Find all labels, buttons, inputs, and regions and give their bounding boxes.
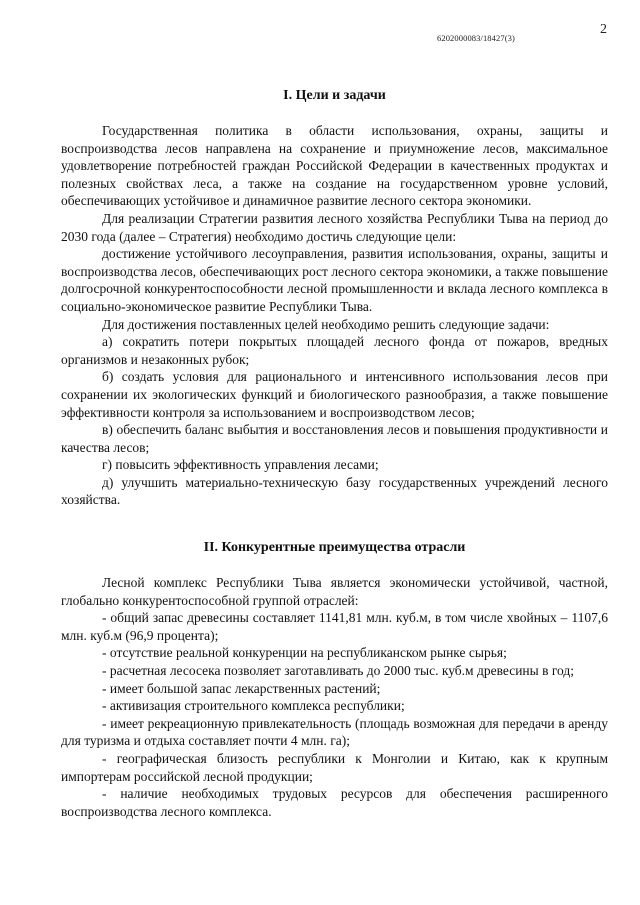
- list-item: - расчетная лесосека позволяет заготавливать до 2000 тыс. куб.м древесины в год;: [102, 662, 575, 678]
- section-2-body: [61, 574, 608, 820]
- paragraph: Лесной комплекс Республики Тыва является экономически устойчивой, частной, глобально конкурентоспособной группой отраслей:: [61, 575, 608, 608]
- list-item: - активизация строительного комплекса республики;: [102, 698, 405, 714]
- task-item: г) повысить эффективность управления лесами;: [102, 457, 379, 473]
- paragraph: Государственная политика в области использования, охраны, защиты и воспроизводства лесов направлена на сохранение и приумножение лесов, максимальное удовлетворение потребностей граждан Российской Федерации в качественных продуктах и полезных свойствах леса, а также на создание на государственном уровне условий, обеспечивающих устойчивое и динамичное развитие лесного сектора экономики.: [61, 123, 608, 209]
- page-number: 2: [600, 22, 607, 37]
- task-item: б) создать условия для рационального и интенсивного использования лесов при сохранении их экологических функций и биологического разнообразия, а также повышение эффективности контроля за использованием и воспроизводством лесов;: [61, 369, 608, 420]
- task-item: а) сократить потери покрытых площадей лесного фонда от пожаров, вредных организмов и незаконных рубок;: [61, 334, 608, 367]
- section-1-body: [61, 122, 608, 509]
- list-item: - общий запас древесины составляет 1141,81 млн. куб.м, в том числе хвойных – 1107,6 млн. куб.м (96,9 процента);: [61, 610, 608, 643]
- paragraph: Для реализации Стратегии развития лесного хозяйства Республики Тыва на период до 2030 года (далее – Стратегия) необходимо достичь следующие цели:: [61, 210, 608, 244]
- section-2-title: II. Конкурентные преимущества отрасли: [203, 540, 466, 555]
- list-item: - имеет рекреационную привлекательность (площадь возможная для передачи в аренду для туризма и отдыха составляет почти 4 млн. га);: [61, 715, 608, 749]
- list-item: - имеет большой запас лекарственных растений;: [102, 680, 381, 696]
- task-item: д) улучшить материально-техническую базу государственных учреждений лесного хозяйства.: [61, 474, 608, 508]
- list-item: - отсутствие реальной конкуренции на республиканском рынке сырья;: [102, 645, 507, 661]
- paragraph: достижение устойчивого лесоуправления, развития использования, охраны, защиты и воспроизводства лесов, обеспечивающих рост лесного сектора экономики, а также повышение долгосрочной конкурентоспособности лесной промышленности и вклада лесного комплекса в социально-экономическое развитие Республики Тыва.: [61, 246, 608, 314]
- task-item: в) обеспечить баланс выбытия и восстановления лесов и повышения продуктивности и качества лесов;: [61, 422, 608, 455]
- list-item: - наличие необходимых трудовых ресурсов для обеспечения расширенного воспроизводства лесного комплекса.: [61, 786, 608, 819]
- paragraph: Для достижения поставленных целей необходимо решить следующие задачи:: [102, 316, 550, 332]
- section-1-title: I. Цели и задачи: [283, 88, 386, 103]
- document-code: 6202000083/18427(3): [437, 33, 515, 43]
- list-item: - географическая близость республики к Монголии и Китаю, как к крупным импортерам российской лесной продукции;: [61, 750, 608, 784]
